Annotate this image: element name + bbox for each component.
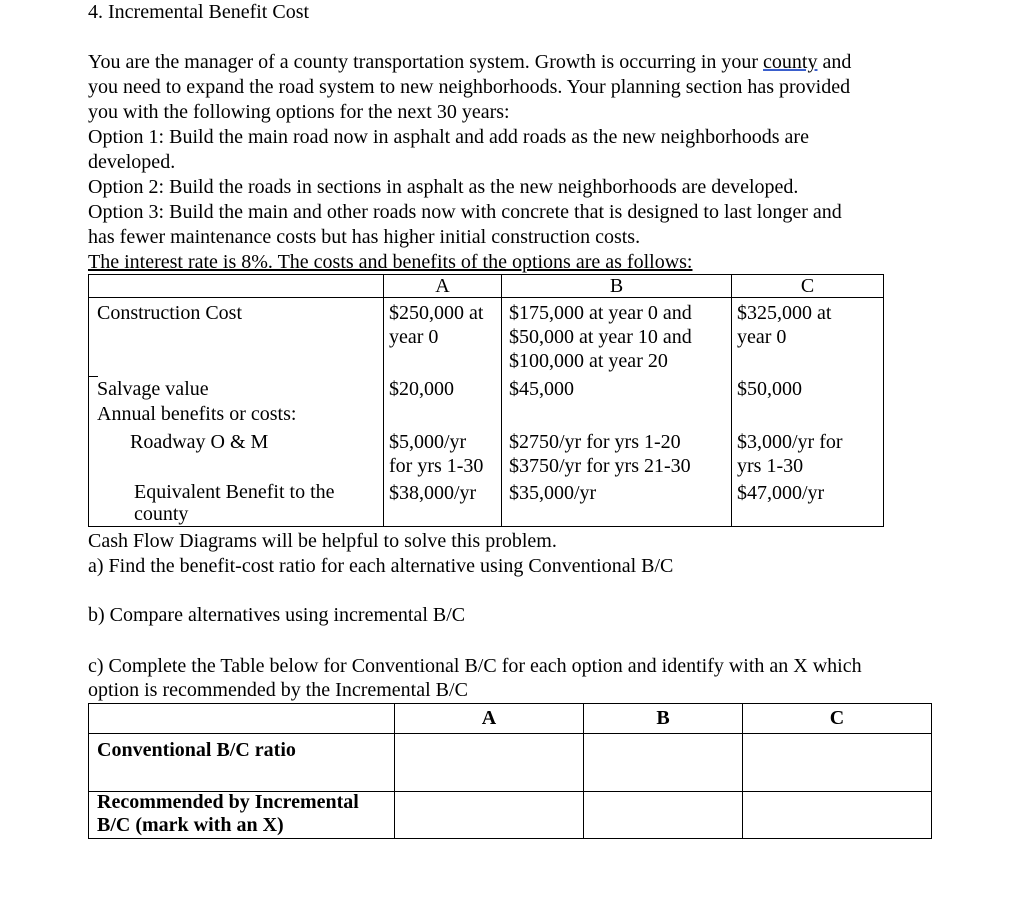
option-3-line: Option 3: Build the main and other roads now with concrete that is designed to last longer and (88, 201, 842, 223)
recommended-label: Recommended by Incremental B/C (mark with an X) (97, 791, 359, 836)
question-a: a) Find the benefit-cost ratio for each alternative using Conventional B/C (88, 555, 674, 577)
a-salvage: $20,000 (389, 378, 454, 400)
intro-line: has fewer maintenance costs but has higher initial construction costs. (88, 226, 641, 248)
answer-b-bc-cell[interactable] (585, 735, 741, 790)
b-salvage: $45,000 (509, 378, 574, 400)
a-construction: $250,000 at year 0 (389, 302, 484, 348)
answer-header-c: C (829, 707, 845, 729)
problem-intro (88, 50, 948, 275)
options-table (88, 274, 884, 527)
om-label: Roadway O & M (130, 431, 269, 453)
b-benefit: $35,000/yr (509, 482, 597, 504)
answer-table (88, 703, 932, 839)
c-om: $3,000/yr for yrs 1-30 (737, 431, 843, 477)
answer-c-recommend-cell[interactable] (744, 793, 930, 837)
col-header-b: B (609, 275, 624, 297)
col-header-c: C (800, 275, 815, 297)
col-header-a: A (435, 275, 450, 297)
problem-heading: 4. Incremental Benefit Cost (88, 1, 310, 23)
annual-label: Annual benefits or costs: (97, 403, 297, 425)
a-om: $5,000/yr for yrs 1-30 (389, 431, 484, 477)
answer-a-bc-cell[interactable] (396, 735, 582, 790)
answer-c-bc-cell[interactable] (744, 735, 930, 790)
answer-header-a: A (481, 707, 497, 729)
intro-line: you with the following options for the next 30 years: (88, 101, 510, 123)
b-om: $2750/yr for yrs 1-20 $3750/yr for yrs 21-30 (509, 431, 691, 477)
cfd-note: Cash Flow Diagrams will be helpful to solve this problem. (88, 530, 557, 552)
answer-a-recommend-cell[interactable] (396, 793, 582, 837)
option-1-line: Option 1: Build the main road now in asphalt and add roads as the new neighborhoods are (88, 126, 809, 148)
a-benefit: $38,000/yr (389, 482, 477, 504)
c-salvage: $50,000 (737, 378, 802, 400)
intro-line: You are the manager of a county transportation system. Growth is occurring in your county and (88, 51, 852, 73)
option-2-line: Option 2: Build the roads in sections in asphalt as the new neighborhoods are developed. (88, 176, 799, 198)
intro-line: you need to expand the road system to new neighborhoods. Your planning section has provided (88, 76, 851, 98)
b-construction: $175,000 at year 0 and $50,000 at year 10 and $100,000 at year 20 (509, 302, 692, 372)
answer-header-b: B (656, 707, 670, 729)
question-c: c) Complete the Table below for Conventional B/C for each option and identify with an X which (88, 655, 862, 677)
benefit-label: Equivalent Benefit to the county (134, 481, 335, 525)
c-benefit: $47,000/yr (737, 482, 825, 504)
construction-cost-label: Construction Cost (97, 302, 243, 324)
c-construction: $325,000 at year 0 (737, 302, 832, 348)
question-b: b) Compare alternatives using incremental B/C (88, 604, 466, 626)
conventional-bc-label: Conventional B/C ratio (97, 739, 296, 761)
salvage-label: Salvage value (97, 378, 209, 400)
answer-b-recommend-cell[interactable] (585, 793, 741, 837)
interest-line: The interest rate is 8%. The costs and benefits of the options are as follows: (88, 251, 693, 273)
intro-line: developed. (88, 151, 176, 173)
question-c-cont: option is recommended by the Incremental B/C (88, 679, 468, 701)
